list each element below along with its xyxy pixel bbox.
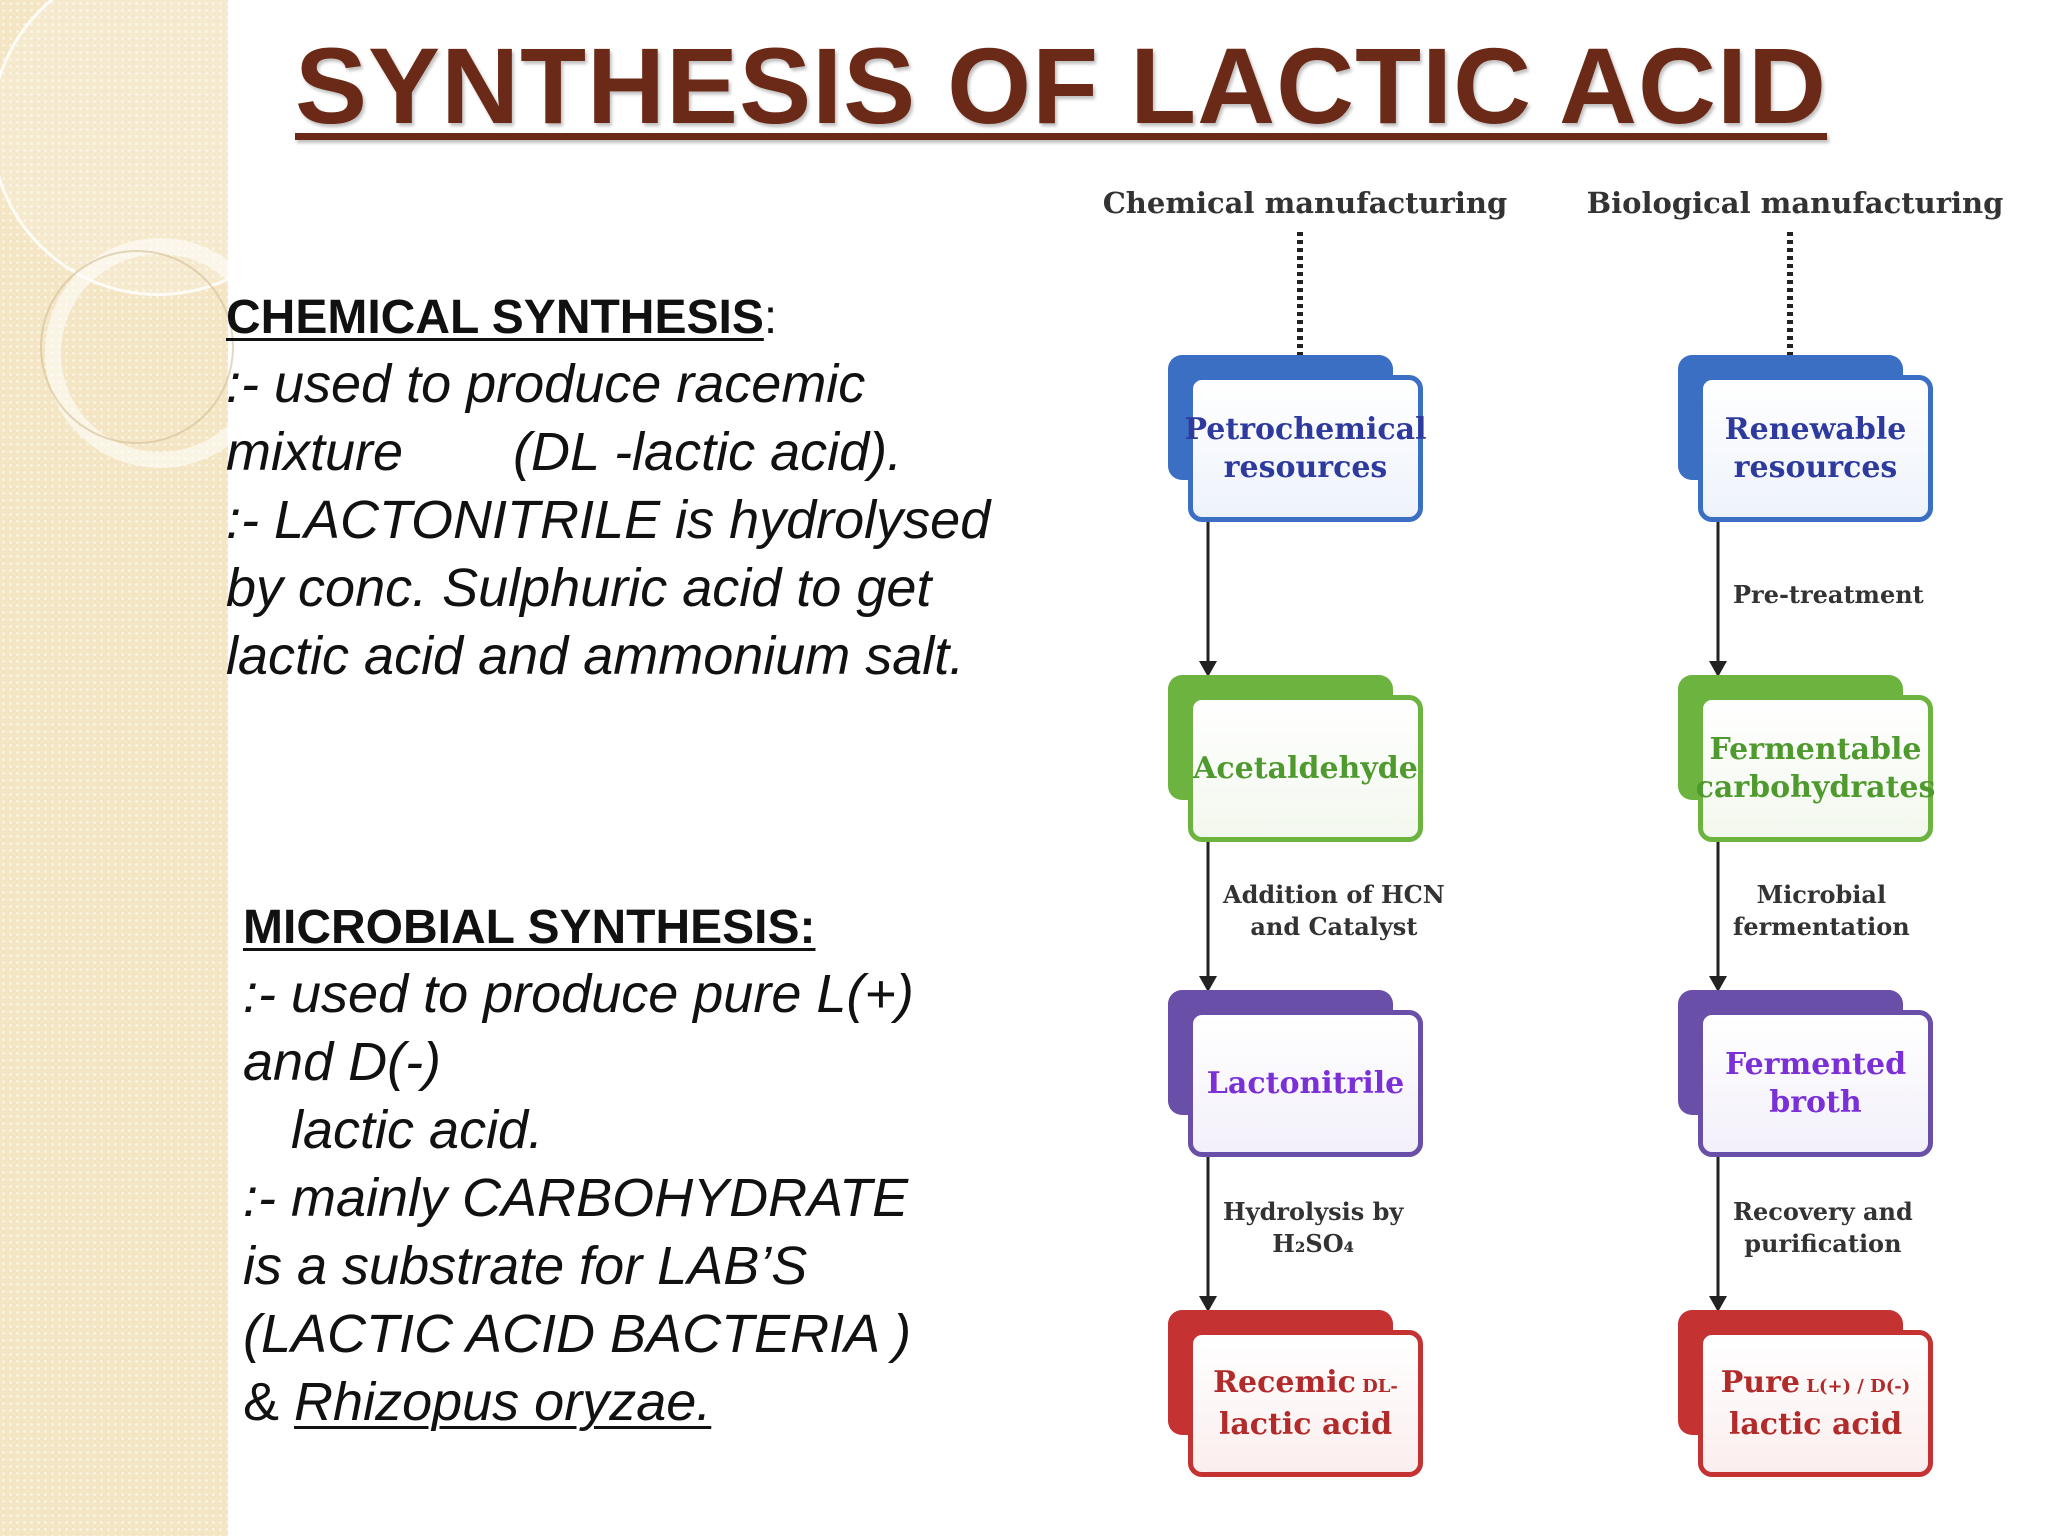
chemical-synthesis-heading: CHEMICAL SYNTHESIS <box>226 291 764 344</box>
chemical-step-label-2 <box>1223 879 1445 943</box>
ampersand: & <box>243 1372 280 1432</box>
chemical-line-1: :- used to produce racemic <box>226 354 866 414</box>
box-label-line-1: Fermented <box>1724 1046 1907 1082</box>
box-label-line-2: resources <box>1733 449 1898 485</box>
box-label-line-2: lactic acid <box>1218 1406 1393 1442</box>
step-label-line: Microbial <box>1756 879 1887 909</box>
step-label-line: fermentation <box>1733 911 1910 941</box>
chemical-manufacturing-heading: Chemical manufacturing <box>1102 186 1508 220</box>
chemical-line-2 <box>226 418 990 486</box>
box-label-line-1: Recemic DL- <box>1213 1364 1398 1400</box>
microbial-line-3: lactic acid. <box>291 1100 544 1160</box>
box-label-line-2: resources <box>1223 449 1388 485</box>
box-label-line-2: lactic acid <box>1728 1406 1903 1442</box>
heading-colon: : <box>763 291 778 344</box>
box-label-line-1: Pure L(+) / D(-) <box>1720 1364 1911 1400</box>
box-label-subscript: DL- <box>1355 1375 1398 1397</box>
box-label-line-1: Petrochemical <box>1184 411 1427 447</box>
chemical-line-4: by conc. Sulphuric acid to get <box>226 558 932 618</box>
chemical-synthesis-heading-row <box>226 286 990 350</box>
box-label-line-2: carbohydrates <box>1695 769 1936 805</box>
chemical-line-2a: mixture <box>226 422 404 482</box>
step-label-line: purification <box>1744 1229 1902 1258</box>
microbial-synthesis-section <box>243 896 914 1436</box>
microbial-line-7 <box>243 1368 914 1436</box>
box-label-line-1: Lactonitrile <box>1206 1065 1405 1101</box>
microbial-line-4: :- mainly CARBOHYDRATE <box>243 1168 909 1228</box>
chemical-line-2b: (DL -lactic acid). <box>513 422 903 482</box>
box-label-subscript: L(+) / D(-) <box>1800 1375 1911 1397</box>
box-label-line-1: Fermentable <box>1709 731 1922 767</box>
chemical-box-4 <box>1188 1330 1423 1477</box>
biological-step-label-3 <box>1733 1196 1913 1260</box>
biological-box-4 <box>1698 1330 1933 1477</box>
step-label-line: Recovery and <box>1733 1197 1913 1226</box>
step-label-line: Pre-treatment <box>1733 580 1924 609</box>
microbial-line-1: :- used to produce pure L(+) <box>243 964 914 1024</box>
microbial-line-5: is a substrate for LAB’S <box>243 1236 808 1296</box>
microbial-line-6: (LACTIC ACID BACTERIA ) <box>243 1304 912 1364</box>
page-title: SYNTHESIS OF LACTIC ACID <box>295 25 1828 146</box>
chemical-box-3 <box>1188 1010 1423 1157</box>
chemical-line-3: :- LACTONITRILE is hydrolysed <box>226 490 991 550</box>
biological-box-3 <box>1698 1010 1933 1157</box>
chemical-synthesis-section <box>226 286 990 690</box>
step-label-line: and Catalyst <box>1250 911 1418 941</box>
microbial-synthesis-heading: MICROBIAL SYNTHESIS: <box>243 901 816 954</box>
chemical-step-label-3 <box>1223 1196 1403 1260</box>
chemical-box-2 <box>1188 695 1423 842</box>
box-label-line-1: Acetaldehyde <box>1193 750 1418 786</box>
box-label-line-1: Renewable <box>1724 411 1907 447</box>
step-label-line: Addition of HCN <box>1223 879 1445 909</box>
decorative-circle-small <box>40 250 234 444</box>
manufacturing-flow-diagram <box>1100 170 2040 1510</box>
microbial-line-2: and D(-) <box>243 1032 442 1092</box>
step-label-line: H₂SO₄ <box>1272 1229 1355 1258</box>
step-label-line: Hydrolysis by <box>1223 1197 1404 1226</box>
chemical-box-1 <box>1184 375 1427 522</box>
biological-box-1 <box>1698 375 1933 522</box>
organism-name: Rhizopus oryzae. <box>294 1372 712 1432</box>
biological-step-label-2 <box>1733 879 1910 943</box>
biological-box-2 <box>1695 695 1936 842</box>
biological-manufacturing-heading: Biological manufacturing <box>1586 186 2004 220</box>
box-label-line-2: broth <box>1769 1084 1862 1120</box>
biological-step-label-1 <box>1733 579 1924 611</box>
chemical-line-5: lactic acid and ammonium salt. <box>226 626 965 686</box>
